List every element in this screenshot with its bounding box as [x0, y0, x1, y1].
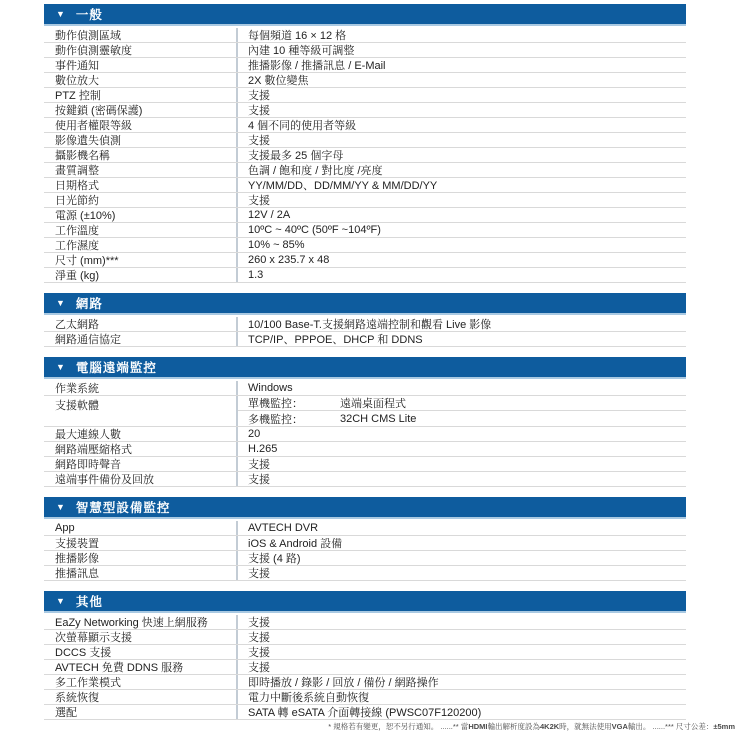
spec-value: 內建 10 種等級可調整 — [248, 45, 355, 57]
spec-value: 2X 數位變焦 — [248, 75, 309, 87]
spec-row — [44, 536, 686, 551]
spec-subrow-stack — [238, 396, 686, 426]
spec-value: 10/100 Base-T.支援網路遠端控制和觀看 Live 影像 — [248, 319, 492, 331]
spec-value: 每個頻道 16 × 12 格 — [248, 30, 347, 42]
collapse-triangle-icon: ▼ — [56, 361, 65, 372]
spec-row — [44, 551, 686, 566]
spec-value: 支援 — [248, 632, 270, 644]
spec-label: 工作濕度 — [44, 238, 238, 252]
spec-row — [44, 630, 686, 645]
spec-label: 推播訊息 — [44, 566, 238, 580]
section-title: 其他 — [75, 595, 103, 609]
spec-row — [44, 103, 686, 118]
spec-value: 推播影像 / 推播訊息 / E-Mail — [248, 60, 386, 72]
footnote-part: * 規格若有變更，恕不另行通知。 ...... — [328, 722, 453, 731]
spec-row — [44, 332, 686, 347]
spec-value: 支援 (4 路) — [248, 553, 301, 565]
spec-value: 10ºC ~ 40ºC (50ºF ~104ºF) — [248, 224, 381, 236]
spec-label: 作業系統 — [44, 381, 238, 395]
spec-row — [44, 118, 686, 133]
spec-value: 支援最多 25 個字母 — [248, 150, 344, 162]
spec-label: 動作偵測區域 — [44, 28, 238, 42]
spec-label: App — [44, 521, 238, 535]
spec-value: 支援 — [248, 459, 270, 471]
spec-label: EaZy Networking 快速上網服務 — [44, 615, 238, 629]
spec-row — [44, 645, 686, 660]
spec-label: 影像遺失偵測 — [44, 133, 238, 147]
spec-label: 事件通知 — [44, 58, 238, 72]
spec-value: 支援 — [248, 568, 270, 580]
spec-label: 網路通信協定 — [44, 332, 238, 346]
section-rows — [44, 315, 686, 347]
spec-label: AVTECH 免費 DDNS 服務 — [44, 660, 238, 674]
section-title: 智慧型設備監控 — [75, 501, 171, 515]
spec-label: 攝影機名稱 — [44, 148, 238, 162]
spec-value: AVTECH DVR — [248, 522, 319, 534]
spec-value: 20 — [248, 428, 261, 440]
spec-label: 乙太網路 — [44, 317, 238, 331]
spec-row — [44, 442, 686, 457]
spec-row — [44, 133, 686, 148]
spec-subname: 多機監控： — [248, 413, 303, 426]
section-title: 電腦遠端監控 — [75, 361, 157, 375]
spec-row — [44, 396, 686, 427]
spec-value: 支援 — [248, 195, 270, 207]
spec-value: 1.3 — [248, 269, 264, 281]
spec-table — [44, 4, 686, 720]
spec-subrow — [238, 411, 686, 426]
footnote-part: 4K2K — [539, 722, 560, 731]
section-header[interactable] — [44, 497, 686, 519]
spec-value: H.265 — [248, 443, 278, 455]
collapse-triangle-icon: ▼ — [56, 8, 65, 19]
spec-row — [44, 457, 686, 472]
spec-label: 按鍵鎖 (密碼保護) — [44, 103, 238, 117]
spec-row — [44, 427, 686, 442]
footnote-part: HDMI — [468, 722, 488, 731]
spec-row — [44, 660, 686, 675]
spec-row — [44, 28, 686, 43]
spec-row — [44, 268, 686, 283]
spec-row — [44, 88, 686, 103]
spec-label: 畫質調整 — [44, 163, 238, 177]
footnote-part: 時，就無法使用 — [559, 722, 612, 731]
collapse-triangle-icon: ▼ — [56, 501, 65, 512]
spec-label: PTZ 控制 — [44, 88, 238, 102]
spec-value: 電力中斷後系統自動恢復 — [248, 692, 369, 704]
spec-row — [44, 208, 686, 223]
spec-label: 網路端壓縮格式 — [44, 442, 238, 456]
spec-row — [44, 472, 686, 487]
spec-value: 色調 / 飽和度 / 對比度 /亮度 — [248, 165, 383, 177]
spec-value: YY/MM/DD、DD/MM/YY & MM/DD/YY — [248, 180, 438, 192]
spec-row — [44, 675, 686, 690]
spec-label: 遠端事件備份及回放 — [44, 472, 238, 486]
spec-row — [44, 238, 686, 253]
section-rows — [44, 26, 686, 283]
spec-label: 動作偵測靈敏度 — [44, 43, 238, 57]
footnote-part: 輸出解析度設為 — [487, 722, 540, 731]
spec-label: 推播影像 — [44, 551, 238, 565]
footnote-part: *** 尺寸公差： — [665, 722, 714, 731]
spec-subrow — [238, 396, 686, 411]
spec-row — [44, 73, 686, 88]
section-rows — [44, 379, 686, 487]
spec-row — [44, 223, 686, 238]
spec-label: 多工作業模式 — [44, 675, 238, 689]
footnote-part: 輸出。 ...... — [627, 722, 666, 731]
spec-label: 網路即時聲音 — [44, 457, 238, 471]
footnote — [44, 721, 735, 732]
section-title: 網路 — [75, 297, 103, 311]
spec-row — [44, 193, 686, 208]
spec-row — [44, 381, 686, 396]
spec-label: 工作溫度 — [44, 223, 238, 237]
section-header[interactable] — [44, 4, 686, 26]
section-rows — [44, 613, 686, 720]
spec-row — [44, 253, 686, 268]
section-rows — [44, 519, 686, 581]
footnote-part: ** 當 — [452, 722, 469, 731]
spec-row — [44, 705, 686, 720]
spec-row — [44, 148, 686, 163]
section-title: 一般 — [75, 8, 103, 22]
spec-value: 260 x 235.7 x 48 — [248, 254, 330, 266]
spec-value: 支援 — [248, 474, 270, 486]
spec-row — [44, 521, 686, 536]
spec-label: 尺寸 (mm)*** — [44, 253, 238, 267]
spec-value: 支援 — [248, 662, 270, 674]
spec-row — [44, 690, 686, 705]
spec-label: 選配 — [44, 705, 238, 719]
spec-value: SATA 轉 eSATA 介面轉接線 (PWSC07F120200) — [248, 707, 482, 719]
spec-label: 支援裝置 — [44, 536, 238, 550]
spec-row — [44, 58, 686, 73]
spec-row — [44, 178, 686, 193]
spec-value: 支援 — [248, 90, 270, 102]
spec-value: 支援 — [248, 105, 270, 117]
footnote-part: VGA — [611, 722, 628, 731]
spec-value: 支援 — [248, 617, 270, 629]
spec-row — [44, 163, 686, 178]
spec-value: Windows — [248, 382, 293, 394]
spec-label: 淨重 (kg) — [44, 268, 238, 282]
spec-row — [44, 615, 686, 630]
spec-label: DCCS 支援 — [44, 645, 238, 659]
spec-row — [44, 317, 686, 332]
spec-label: 系統恢復 — [44, 690, 238, 704]
section-header[interactable] — [44, 357, 686, 379]
spec-row — [44, 566, 686, 581]
spec-label: 電源 (±10%) — [44, 208, 238, 222]
spec-value: 支援 — [248, 135, 270, 147]
spec-label: 日光節約 — [44, 193, 238, 207]
collapse-triangle-icon: ▼ — [56, 297, 65, 308]
spec-value: iOS & Android 設備 — [248, 538, 343, 550]
spec-subname: 單機監控： — [248, 398, 303, 410]
spec-label: 支援軟體 — [44, 396, 238, 426]
spec-label: 最大連線人數 — [44, 427, 238, 441]
spec-label: 次螢幕顯示支援 — [44, 630, 238, 644]
spec-subvalue: 32CH CMS Lite — [340, 412, 417, 425]
spec-value: 支援 — [248, 647, 270, 659]
collapse-triangle-icon: ▼ — [56, 595, 65, 606]
spec-value: 即時播放 / 錄影 / 回放 / 備份 / 網路操作 — [248, 677, 439, 689]
spec-value: 4 個不同的使用者等級 — [248, 120, 357, 132]
section-header[interactable] — [44, 293, 686, 315]
spec-value: TCP/IP、PPPOE、DHCP 和 DDNS — [248, 334, 423, 346]
footnote-part: ±5mm — [713, 722, 735, 731]
spec-label: 使用者權限等級 — [44, 118, 238, 132]
spec-label: 數位放大 — [44, 73, 238, 87]
spec-row — [44, 43, 686, 58]
spec-value: 10% ~ 85% — [248, 239, 305, 251]
section-header[interactable] — [44, 591, 686, 613]
spec-value: 12V / 2A — [248, 209, 291, 221]
spec-label: 日期格式 — [44, 178, 238, 192]
spec-subvalue: 遠端桌面程式 — [340, 398, 406, 410]
